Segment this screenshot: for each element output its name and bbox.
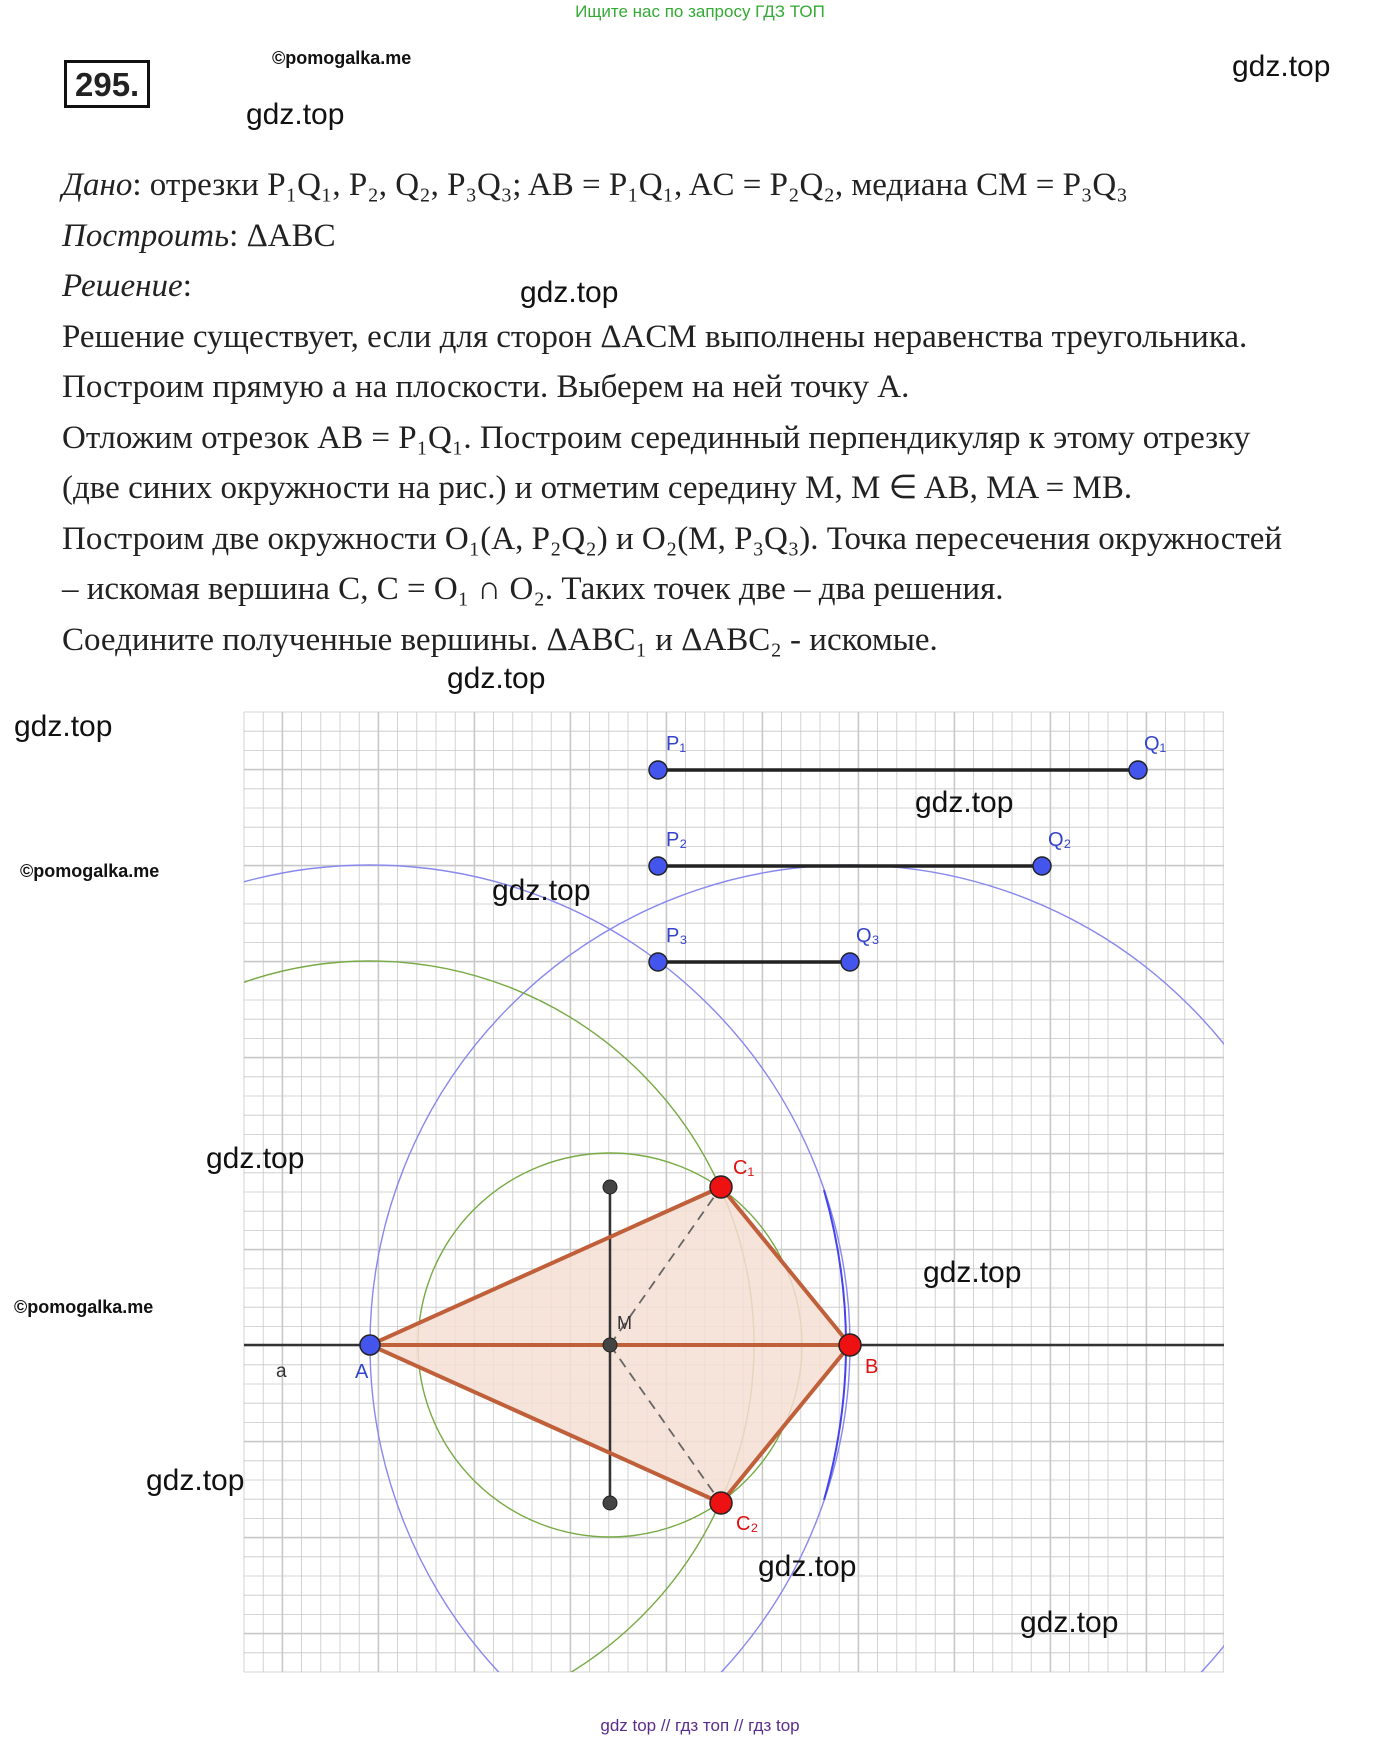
- problem-number: 295.: [64, 60, 150, 108]
- point-p3: [649, 953, 667, 971]
- point-m: [603, 1338, 617, 1352]
- given-label: Дано: [62, 167, 133, 203]
- solution-line: – искомая вершина C, C = O₁ ∩ O₂. Таких точек две – два решения.: [62, 571, 1004, 607]
- footer-separator: //: [733, 1716, 744, 1735]
- copyright-mark: ©pomogalka.me: [14, 1297, 154, 1317]
- solution-line: Соедините полученные вершины. ΔABC₁ и ΔABC₂ - искомые.: [62, 621, 938, 658]
- point-bottom-bisector: [603, 1496, 617, 1510]
- solution-line: Решение существует, если для сторон ΔACM выполнены неравенства треугольника.: [62, 318, 1248, 355]
- point-q2: [1033, 857, 1051, 875]
- watermark: gdz.top: [758, 1550, 857, 1583]
- watermark: gdz.top: [520, 276, 619, 309]
- label-c1: C₁: [733, 1157, 755, 1179]
- watermark: gdz.top: [1020, 1606, 1119, 1639]
- footer-link[interactable]: гдз топ: [675, 1716, 730, 1735]
- top-banner: Ищите нас по запросу ГДЗ ТОП: [575, 2, 825, 21]
- watermark: gdz.top: [146, 1464, 245, 1497]
- label-q1: Q₁: [1144, 733, 1167, 755]
- copyright-mark: ©pomogalka.me: [20, 861, 160, 881]
- solution-label: Решение: [62, 268, 183, 304]
- footer: [0, 1716, 1400, 1736]
- watermark: gdz.top: [14, 710, 113, 743]
- label-b: B: [865, 1356, 879, 1378]
- watermark: gdz.top: [1232, 50, 1331, 83]
- point-a: [360, 1335, 380, 1355]
- label-p1: P₁: [666, 733, 687, 755]
- solution-line: Построим две окружности O₁(A, P₂Q₂) и O₂(M, P₃Q₃). Точка пересечения окружностей: [62, 520, 1283, 557]
- watermark: gdz.top: [923, 1256, 1022, 1289]
- grid: [244, 712, 1224, 1672]
- watermark: gdz.top: [447, 662, 546, 695]
- point-top-bisector: [603, 1180, 617, 1194]
- point-p1: [649, 761, 667, 779]
- label-p3: P₃: [666, 925, 688, 947]
- label-a: A: [355, 1361, 369, 1383]
- solution-colon: :: [182, 268, 192, 304]
- point-q3: [841, 953, 859, 971]
- label-p2: P₂: [666, 829, 688, 851]
- label-c2: C₂: [736, 1513, 759, 1535]
- point-q1: [1129, 761, 1147, 779]
- label-m: M: [617, 1313, 632, 1333]
- construct-text: : ΔABC: [229, 217, 336, 254]
- given-text: : отрезки P₁Q₁, P₂, Q₂, P₃Q₃; AB = P₁Q₁, AC = P₂Q₂, медиана CM = P₃Q₃: [132, 167, 1128, 203]
- point-c2: [710, 1492, 732, 1514]
- point-b: [839, 1334, 861, 1356]
- footer-link[interactable]: gdz top: [600, 1716, 657, 1735]
- footer-separator: //: [660, 1716, 671, 1735]
- watermark: gdz.top: [915, 786, 1014, 819]
- construct-label: Построить: [62, 217, 230, 254]
- copyright-mark: ©pomogalka.me: [272, 48, 412, 68]
- point-p2: [649, 857, 667, 875]
- watermark: gdz.top: [246, 98, 345, 131]
- footer-link[interactable]: гдз top: [748, 1716, 800, 1735]
- label-q3: Q₃: [856, 925, 880, 947]
- watermark: gdz.top: [492, 874, 591, 907]
- label-q2: Q₂: [1048, 829, 1072, 851]
- solution-line: (две синих окружности на рис.) и отметим середину M, M ∈ AB, MA = MB.: [62, 470, 1133, 506]
- label-line-a: a: [276, 1361, 287, 1382]
- solution-line: Отложим отрезок AB = P₁Q₁. Построим серединный перпендикуляр к этому отрезку: [62, 419, 1251, 456]
- point-c1: [710, 1176, 732, 1198]
- watermark: gdz.top: [206, 1142, 305, 1175]
- solution-line: Построим прямую a на плоскости. Выберем на ней точку A.: [62, 369, 910, 405]
